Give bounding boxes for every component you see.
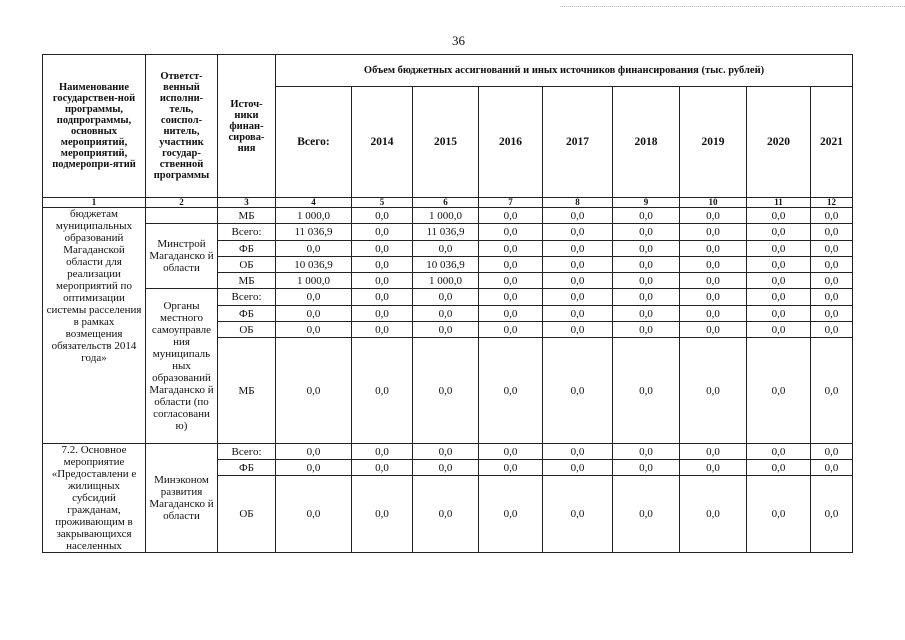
amount-cell: 0,0	[543, 257, 613, 273]
amount-cell: 0,0	[811, 241, 853, 257]
funding-source-cell: Всего:	[218, 224, 276, 241]
amount-cell: 1 000,0	[413, 208, 479, 224]
amount-cell: 0,0	[613, 476, 680, 553]
amount-cell: 0,0	[811, 257, 853, 273]
amount-cell: 0,0	[811, 289, 853, 306]
amount-cell: 11 036,9	[276, 224, 352, 241]
amount-cell: 0,0	[747, 273, 811, 289]
amount-cell: 0,0	[479, 257, 543, 273]
table-row	[43, 224, 853, 241]
amount-cell: 0,0	[680, 289, 747, 306]
amount-cell: 0,0	[543, 460, 613, 476]
page-number: 36	[452, 33, 465, 48]
amount-cell: 0,0	[352, 322, 413, 338]
amount-cell: 0,0	[613, 322, 680, 338]
amount-cell: 0,0	[479, 289, 543, 306]
amount-cell: 0,0	[543, 208, 613, 224]
funding-source-cell: ОБ	[218, 322, 276, 338]
amount-cell: 0,0	[543, 338, 613, 444]
header-name: Наименование государствен-ной программы, подпрограммы, основных мероприятий, мероприятий, подмеропри-ятий	[43, 55, 146, 198]
amount-cell: 0,0	[413, 338, 479, 444]
amount-cell: 0,0	[276, 460, 352, 476]
amount-cell: 0,0	[613, 257, 680, 273]
header-year: 2021	[811, 87, 853, 198]
amount-cell: 0,0	[479, 338, 543, 444]
amount-cell: 0,0	[747, 476, 811, 553]
amount-cell: 0,0	[811, 338, 853, 444]
amount-cell: 0,0	[613, 444, 680, 460]
responsible-cell	[146, 208, 218, 224]
amount-cell: 0,0	[479, 273, 543, 289]
funding-source-cell: Всего:	[218, 444, 276, 460]
amount-cell: 0,0	[479, 322, 543, 338]
header-year: Всего:	[276, 87, 352, 198]
header-volume: Объем бюджетных ассигнований и иных источников финансирования (тыс. рублей)	[276, 55, 853, 87]
amount-cell: 0,0	[543, 289, 613, 306]
amount-cell: 0,0	[479, 306, 543, 322]
responsible-cell: Минэконом развития Магаданско й области	[146, 444, 218, 553]
amount-cell: 0,0	[811, 273, 853, 289]
amount-cell: 0,0	[680, 444, 747, 460]
amount-cell: 0,0	[276, 322, 352, 338]
amount-cell: 0,0	[276, 289, 352, 306]
amount-cell: 0,0	[747, 257, 811, 273]
amount-cell: 0,0	[413, 241, 479, 257]
amount-cell: 0,0	[543, 306, 613, 322]
column-index: 8	[543, 198, 613, 208]
amount-cell: 0,0	[352, 338, 413, 444]
amount-cell: 0,0	[613, 224, 680, 241]
amount-cell: 1 000,0	[276, 273, 352, 289]
amount-cell: 0,0	[276, 444, 352, 460]
amount-cell: 0,0	[613, 241, 680, 257]
funding-source-cell: ФБ	[218, 460, 276, 476]
amount-cell: 0,0	[413, 322, 479, 338]
funding-source-cell: МБ	[218, 208, 276, 224]
amount-cell: 0,0	[543, 322, 613, 338]
amount-cell: 0,0	[479, 224, 543, 241]
amount-cell: 0,0	[479, 444, 543, 460]
amount-cell: 0,0	[276, 306, 352, 322]
amount-cell: 0,0	[680, 322, 747, 338]
amount-cell: 0,0	[680, 224, 747, 241]
amount-cell: 0,0	[413, 460, 479, 476]
amount-cell: 11 036,9	[413, 224, 479, 241]
header-source: Источ-ники финан-сирова-ния	[218, 55, 276, 198]
page-top-rule	[560, 6, 905, 7]
table-row	[43, 208, 853, 224]
responsible-cell: Минстрой Магаданско й области	[146, 224, 218, 289]
amount-cell: 0,0	[413, 289, 479, 306]
amount-cell: 0,0	[747, 306, 811, 322]
amount-cell: 0,0	[811, 476, 853, 553]
column-index: 4	[276, 198, 352, 208]
amount-cell: 0,0	[613, 208, 680, 224]
amount-cell: 0,0	[543, 241, 613, 257]
column-index: 10	[680, 198, 747, 208]
amount-cell: 0,0	[747, 208, 811, 224]
amount-cell: 0,0	[811, 224, 853, 241]
amount-cell: 0,0	[811, 322, 853, 338]
header-year: 2020	[747, 87, 811, 198]
amount-cell: 0,0	[413, 306, 479, 322]
amount-cell: 0,0	[276, 241, 352, 257]
funding-source-cell: ФБ	[218, 306, 276, 322]
amount-cell: 0,0	[747, 322, 811, 338]
amount-cell: 0,0	[747, 460, 811, 476]
funding-source-cell: ФБ	[218, 241, 276, 257]
amount-cell: 0,0	[811, 306, 853, 322]
amount-cell: 0,0	[680, 241, 747, 257]
header-year: 2017	[543, 87, 613, 198]
funding-source-cell: Всего:	[218, 289, 276, 306]
column-index: 5	[352, 198, 413, 208]
amount-cell: 0,0	[352, 257, 413, 273]
funding-source-cell: ОБ	[218, 257, 276, 273]
amount-cell: 0,0	[747, 444, 811, 460]
table-row	[43, 289, 853, 306]
header-year: 2015	[413, 87, 479, 198]
amount-cell: 0,0	[747, 289, 811, 306]
amount-cell: 0,0	[811, 444, 853, 460]
amount-cell: 0,0	[479, 241, 543, 257]
amount-cell: 0,0	[352, 208, 413, 224]
amount-cell: 0,0	[811, 460, 853, 476]
amount-cell: 0,0	[747, 338, 811, 444]
column-index: 6	[413, 198, 479, 208]
amount-cell: 0,0	[479, 476, 543, 553]
amount-cell: 0,0	[352, 306, 413, 322]
amount-cell: 0,0	[613, 338, 680, 444]
amount-cell: 0,0	[413, 476, 479, 553]
column-index: 9	[613, 198, 680, 208]
column-index: 1	[43, 198, 146, 208]
amount-cell: 1 000,0	[276, 208, 352, 224]
amount-cell: 0,0	[352, 476, 413, 553]
amount-cell: 0,0	[413, 444, 479, 460]
amount-cell: 0,0	[613, 306, 680, 322]
amount-cell: 0,0	[680, 476, 747, 553]
header-year: 2018	[613, 87, 680, 198]
header-responsible: Ответст-венный исполни-тель, соиспол-нитель, участник государ-ственной программы	[146, 55, 218, 198]
funding-source-cell: МБ	[218, 338, 276, 444]
amount-cell: 0,0	[680, 257, 747, 273]
amount-cell: 0,0	[543, 476, 613, 553]
amount-cell: 0,0	[680, 273, 747, 289]
amount-cell: 0,0	[613, 273, 680, 289]
amount-cell: 10 036,9	[413, 257, 479, 273]
measure-name-cell: бюджетам муниципальных образований Магаданской области для реализации мероприятий по оптимизации системы расселения в рамках возмещения обязательств 2014 года»	[43, 208, 146, 444]
amount-cell: 0,0	[613, 460, 680, 476]
amount-cell: 0,0	[352, 224, 413, 241]
funding-source-cell: МБ	[218, 273, 276, 289]
responsible-cell: Органы местного самоуправле ния муниципаль ных образований Магаданско й области (по согласовани ю)	[146, 289, 218, 444]
header-year: 2019	[680, 87, 747, 198]
column-index: 12	[811, 198, 853, 208]
column-index: 3	[218, 198, 276, 208]
amount-cell: 0,0	[680, 460, 747, 476]
amount-cell: 0,0	[479, 460, 543, 476]
amount-cell: 0,0	[680, 306, 747, 322]
column-index: 11	[747, 198, 811, 208]
amount-cell: 0,0	[680, 338, 747, 444]
amount-cell: 0,0	[811, 208, 853, 224]
amount-cell: 0,0	[352, 273, 413, 289]
column-index: 2	[146, 198, 218, 208]
measure-name-cell: 7.2. Основное мероприятие «Предоставлени е жилищных субсидий гражданам, проживающим в закрывающихся населенных	[43, 444, 146, 553]
amount-cell: 0,0	[543, 224, 613, 241]
funding-source-cell: ОБ	[218, 476, 276, 553]
amount-cell: 1 000,0	[413, 273, 479, 289]
amount-cell: 0,0	[680, 208, 747, 224]
amount-cell: 0,0	[352, 241, 413, 257]
header-year: 2016	[479, 87, 543, 198]
table-row	[43, 444, 853, 460]
amount-cell: 0,0	[352, 444, 413, 460]
column-index: 7	[479, 198, 543, 208]
amount-cell: 0,0	[747, 241, 811, 257]
header-year: 2014	[352, 87, 413, 198]
amount-cell: 0,0	[747, 224, 811, 241]
amount-cell: 0,0	[276, 476, 352, 553]
amount-cell: 0,0	[352, 289, 413, 306]
amount-cell: 10 036,9	[276, 257, 352, 273]
amount-cell: 0,0	[479, 208, 543, 224]
amount-cell: 0,0	[352, 460, 413, 476]
amount-cell: 0,0	[543, 273, 613, 289]
budget-table	[42, 54, 853, 553]
amount-cell: 0,0	[613, 289, 680, 306]
amount-cell: 0,0	[543, 444, 613, 460]
amount-cell: 0,0	[276, 338, 352, 444]
